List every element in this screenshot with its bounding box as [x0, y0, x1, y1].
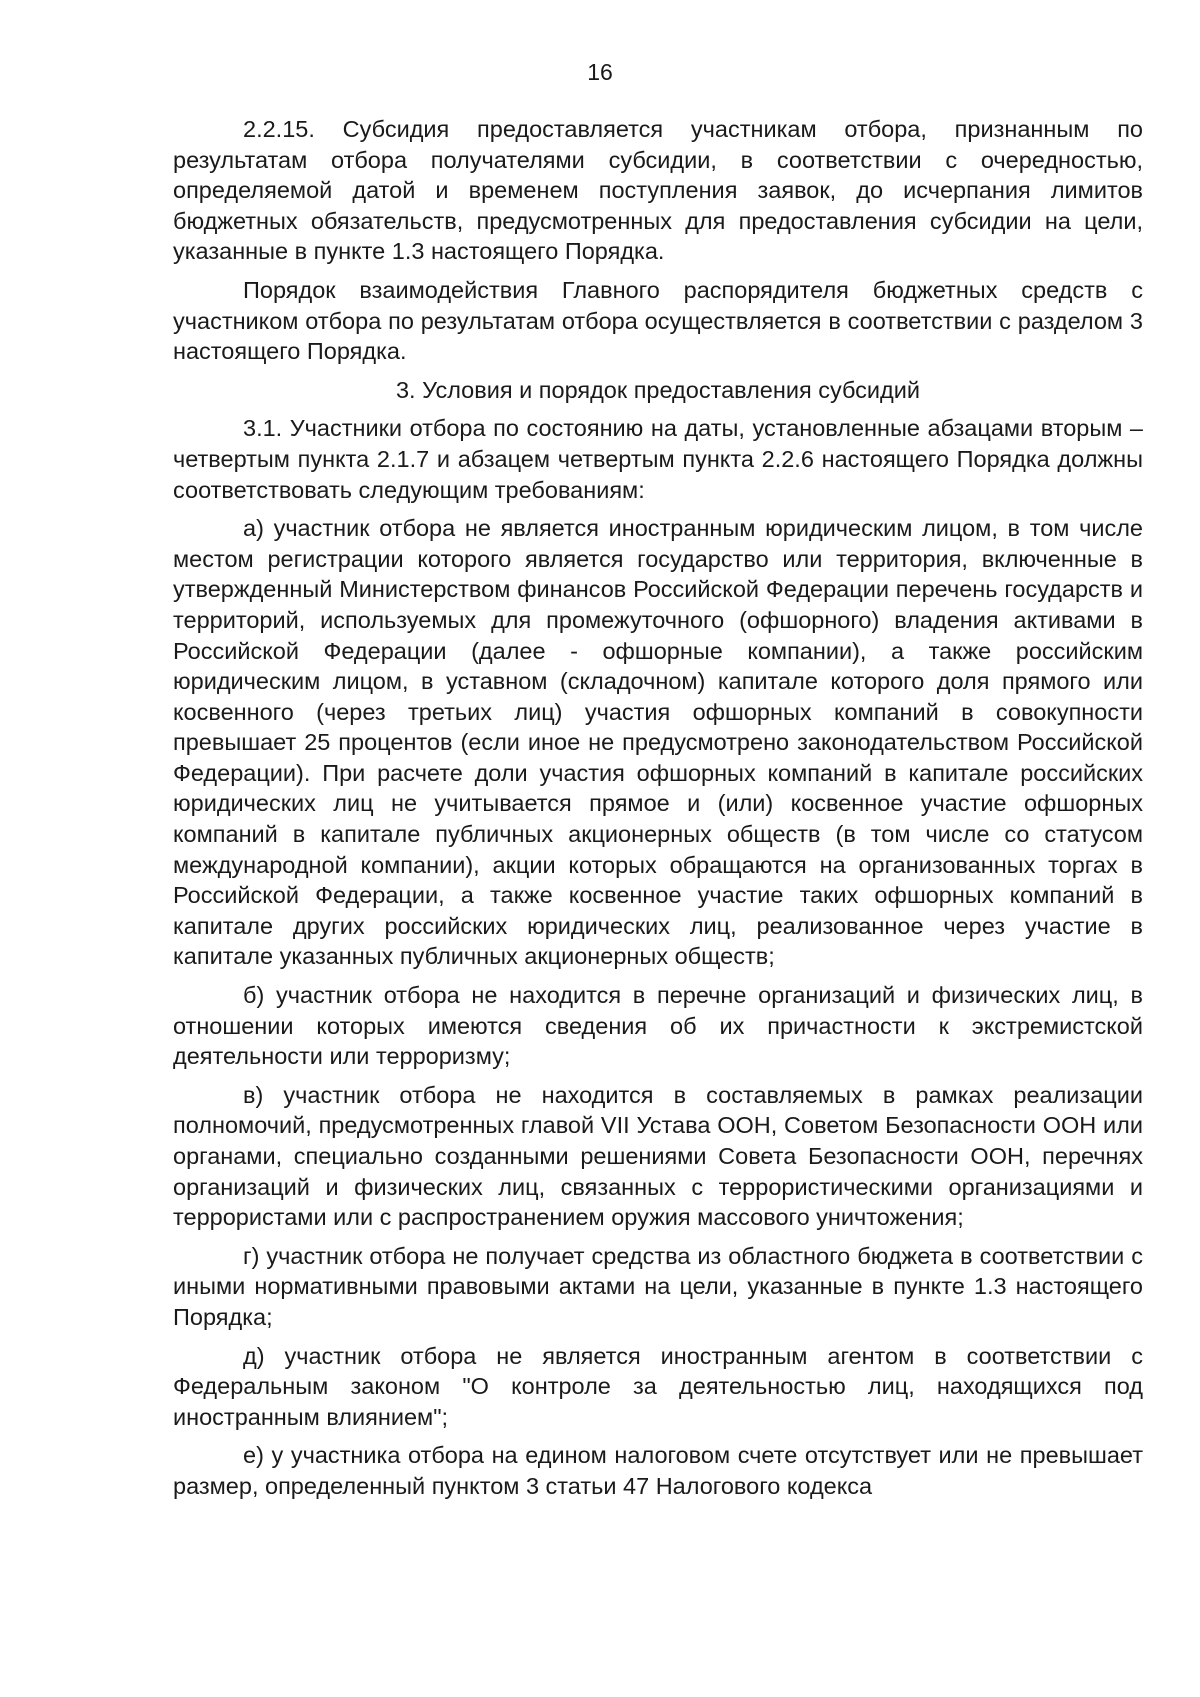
requirement-b: б) участник отбора не находится в перечне организаций и физических лиц, в отношении которых имеются сведения об их причастности к экстремистской деятельности или терроризму;: [173, 982, 1143, 1070]
requirement-a: а) участник отбора не является иностранным юридическим лицом, в том числе местом регистрации которого является государство или территория, включенные в утвержденный Министерством финансов Российской Федерации перечень государств и территорий, используемых для промежуточного (офшорного) владения активами в Российской Федерации (далее - офшорные компании), а также российским юридическим лицом, в уставном (складочном) капитале которого доля прямого или косвенного (через третьих лиц) участия офшорных компаний в совокупности превышает 25 процентов (если иное не предусмотрено законодательством Российской Федерации). При расчете доли участия офшорных компаний в капитале российских юридических лиц не учитывается прямое и (или) косвенное участие офшорных компаний в капитале публичных акционерных обществ (в том числе со статусом международной компании), акции которых обращаются на организованных торгах в Российской Федерации, а также косвенное участие таких офшорных компаний в капитале других российских юридических лиц, реализованное через участие в капитале указанных публичных акционерных обществ;: [173, 515, 1143, 970]
paragraph-2-2-15: 2.2.15. Субсидия предоставляется участникам отбора, признанным по результатам отбора получателями субсидии, в соответствии с очередностью, определяемой датой и временем поступления заявок, до исчерпания лимитов бюджетных обязательств, предусмотренных для предоставления субсидии на цели, указанные в пункте 1.3 настоящего Порядка.: [173, 116, 1143, 265]
requirement-e: е) у участника отбора на едином налоговом счете отсутствует или не превышает размер, определенный пунктом 3 статьи 47 Налогового кодекса: [173, 1442, 1143, 1499]
paragraph-3-1: 3.1. Участники отбора по состоянию на даты, установленные абзацами вторым – четвертым пункта 2.1.7 и абзацем четвертым пункта 2.2.6 настоящего Порядка должны соответствовать следующим требованиям:: [173, 415, 1143, 503]
section-heading: 3. Условия и порядок предоставления субсидий: [395, 376, 921, 403]
document-body: [173, 114, 1143, 1510]
paragraph-interaction-order: Порядок взаимодействия Главного распорядителя бюджетных средств с участником отбора по результатам отбора осуществляется в соответствии с разделом 3 настоящего Порядка.: [173, 276, 1143, 365]
page-number: 16: [587, 59, 613, 85]
requirement-v: в) участник отбора не находится в составляемых в рамках реализации полномочий, предусмотренных главой VII Устава ООН, Советом Безопасности ООН или органами, специально созданными решениями Совета Безопасности ООН, перечнях организаций и физических лиц, связанных с террористическими организациями и террористами или с распространением оружия массового уничтожения;: [173, 1081, 1143, 1231]
requirement-d: д) участник отбора не является иностранным агентом в соответствии с Федеральным законом "О контроле за деятельностью лиц, находящихся под иностранным влиянием";: [173, 1342, 1143, 1430]
requirement-g: г) участник отбора не получает средства из областного бюджета в соответствии с иными нормативными правовыми актами на цели, указанные в пункте 1.3 настоящего Порядка;: [173, 1242, 1143, 1330]
